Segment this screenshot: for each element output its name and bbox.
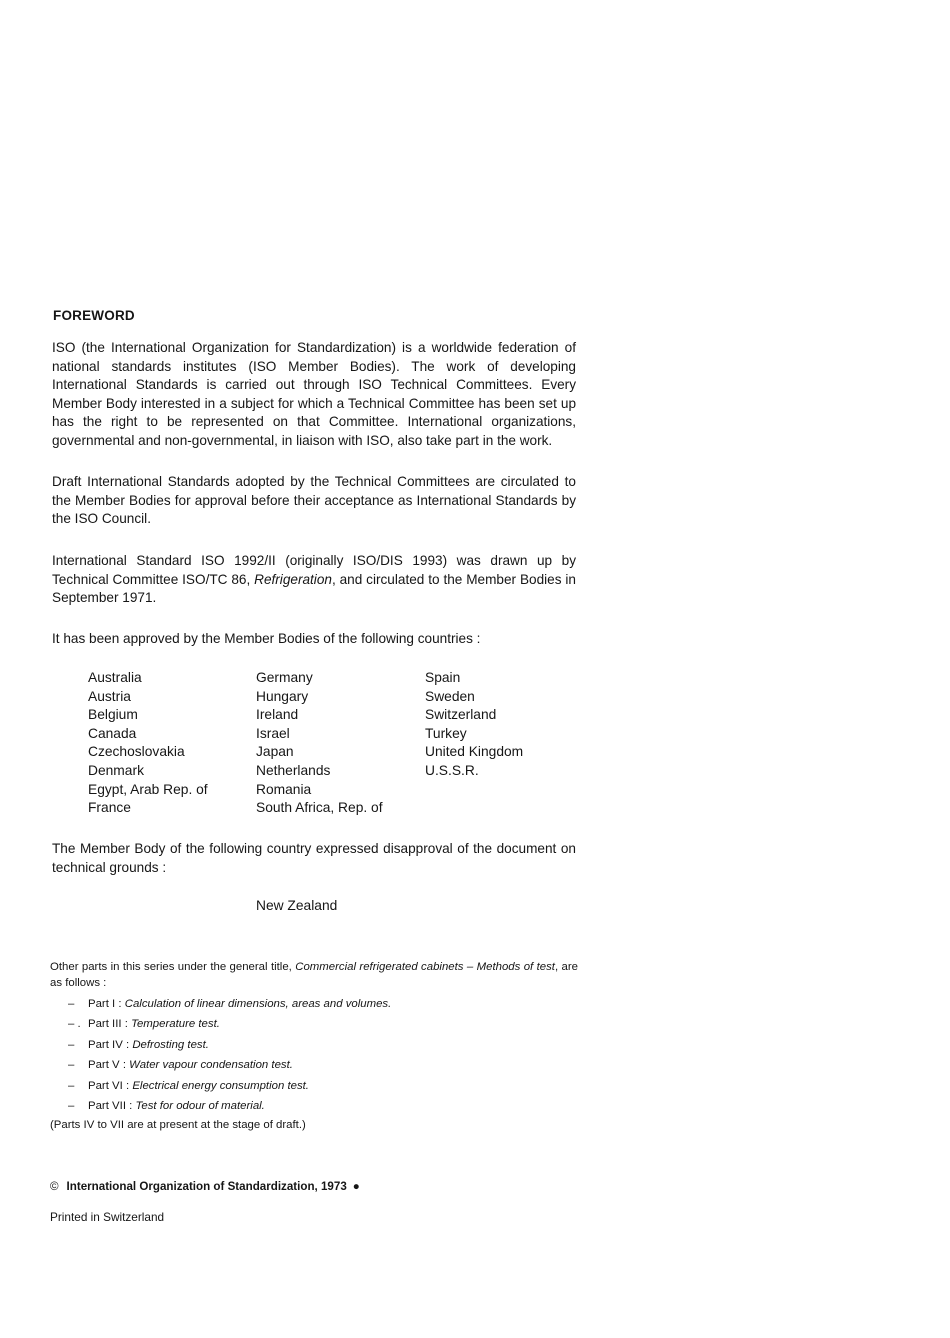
part-label: Part VI : [88,1079,130,1092]
copyright-line [50,1180,360,1193]
country-item: Spain [425,670,461,685]
dash-marker: – [68,1099,75,1112]
country-item: South Africa, Rep. of [256,800,383,816]
country-item: Netherlands [256,762,331,778]
part-title: Temperature test. [131,1018,220,1031]
country-item: Egypt, Arab Rep. of [88,781,208,797]
country-item: Ireland [256,707,299,723]
country-item: Hungary [256,688,309,704]
part-title: Defrosting test. [132,1038,209,1051]
countries-column-2 [256,669,383,818]
country-item: Austria [88,688,131,704]
list-item [68,1076,391,1096]
part-label: Part I : [88,998,122,1010]
foreword-heading: FOREWORD [53,308,135,323]
bullet-icon: ● [352,1180,360,1193]
copyright-text: International Organization of Standardization, 1973 [66,1180,347,1193]
countries-column-3 [425,669,523,781]
country-item: Turkey [425,725,467,741]
country-item: Germany [256,670,313,685]
dash-marker: – [68,1079,75,1092]
country-item: Canada [88,725,137,741]
part-title: Electrical energy consumption test. [132,1079,309,1092]
paragraph-disapproval: The Member Body of the following country expressed disapproval of the document on technical grounds : [52,841,576,875]
list-item [68,1055,391,1075]
country-item: Romania [256,781,312,797]
paragraph-standard-origin [52,552,576,608]
country-item: Denmark [88,762,144,778]
copyright-icon: © [50,1180,59,1193]
parts-status-note: (Parts IV to VII are at present at the stage of draft.) [50,1119,306,1131]
part-title: Calculation of linear dimensions, areas and volumes. [124,998,392,1010]
list-item [68,1014,391,1034]
country-item: Belgium [88,707,138,723]
part-label: Part III : [88,1018,128,1031]
standard-origin-text-end: , and circulated to the Member Bodies in September 1971. [52,571,576,606]
list-item [68,994,391,1014]
country-item: Sweden [425,688,475,704]
list-item [68,1035,391,1055]
country-item: Australia [88,670,142,685]
part-label: Part VII : [88,1099,133,1112]
series-title: Commercial refrigerated cabinets – Methods of test [295,961,555,973]
part-title: Water vapour condensation test. [129,1059,293,1072]
country-item: Japan [256,744,294,760]
part-label: Part V : [88,1059,126,1072]
committee-title: Refrigeration [254,571,332,587]
country-item: Switzerland [425,707,497,723]
other-parts-list [68,994,391,1116]
other-parts-intro-text: Other parts in this series under the general title, [50,961,296,973]
country-item: France [88,800,131,816]
country-item: Czechoslovakia [88,744,185,760]
country-item: U.S.S.R. [425,762,479,778]
list-item [68,1096,391,1116]
country-item: United Kingdom [425,744,524,760]
paragraph-iso-intro: ISO (the International Organization for Standardization) is a worldwide federation of national standards institutes (ISO Member Bodies). The work of developing International Standards is carried out through ISO Technical Committees. Every Member Body interested in a subject for which a Technical Committee has been set up has the right to be represented on that Committee. International organizations, governmental and non-governmental, in liaison with ISO, also take part in the work. [52,340,576,448]
part-title: Test for odour of material. [135,1099,265,1112]
printed-location: Printed in Switzerland [50,1210,165,1224]
dash-marker: – [68,1038,75,1051]
countries-column-1 [88,669,208,818]
part-label: Part IV : [88,1038,130,1051]
paragraph-approval: It has been approved by the Member Bodies of the following countries : [52,631,481,646]
dash-marker: – . [68,1018,81,1031]
other-parts-intro-end: , are as follows : [50,961,578,989]
standard-origin-text: International Standard ISO 1992/II (originally ISO/DIS 1993) was drawn up by Technical Committee ISO/TC 86, [52,553,576,587]
dash-marker: – [68,1059,75,1072]
country-item: Israel [256,725,290,741]
dash-marker: – [68,998,75,1010]
dissenting-country: New Zealand [256,898,338,913]
other-parts-intro [50,960,578,991]
paragraph-draft-standards: Draft International Standards adopted by the Technical Committees are circulated to the Member Bodies for approval before their acceptance as International Standards by the ISO Council. [52,474,576,527]
